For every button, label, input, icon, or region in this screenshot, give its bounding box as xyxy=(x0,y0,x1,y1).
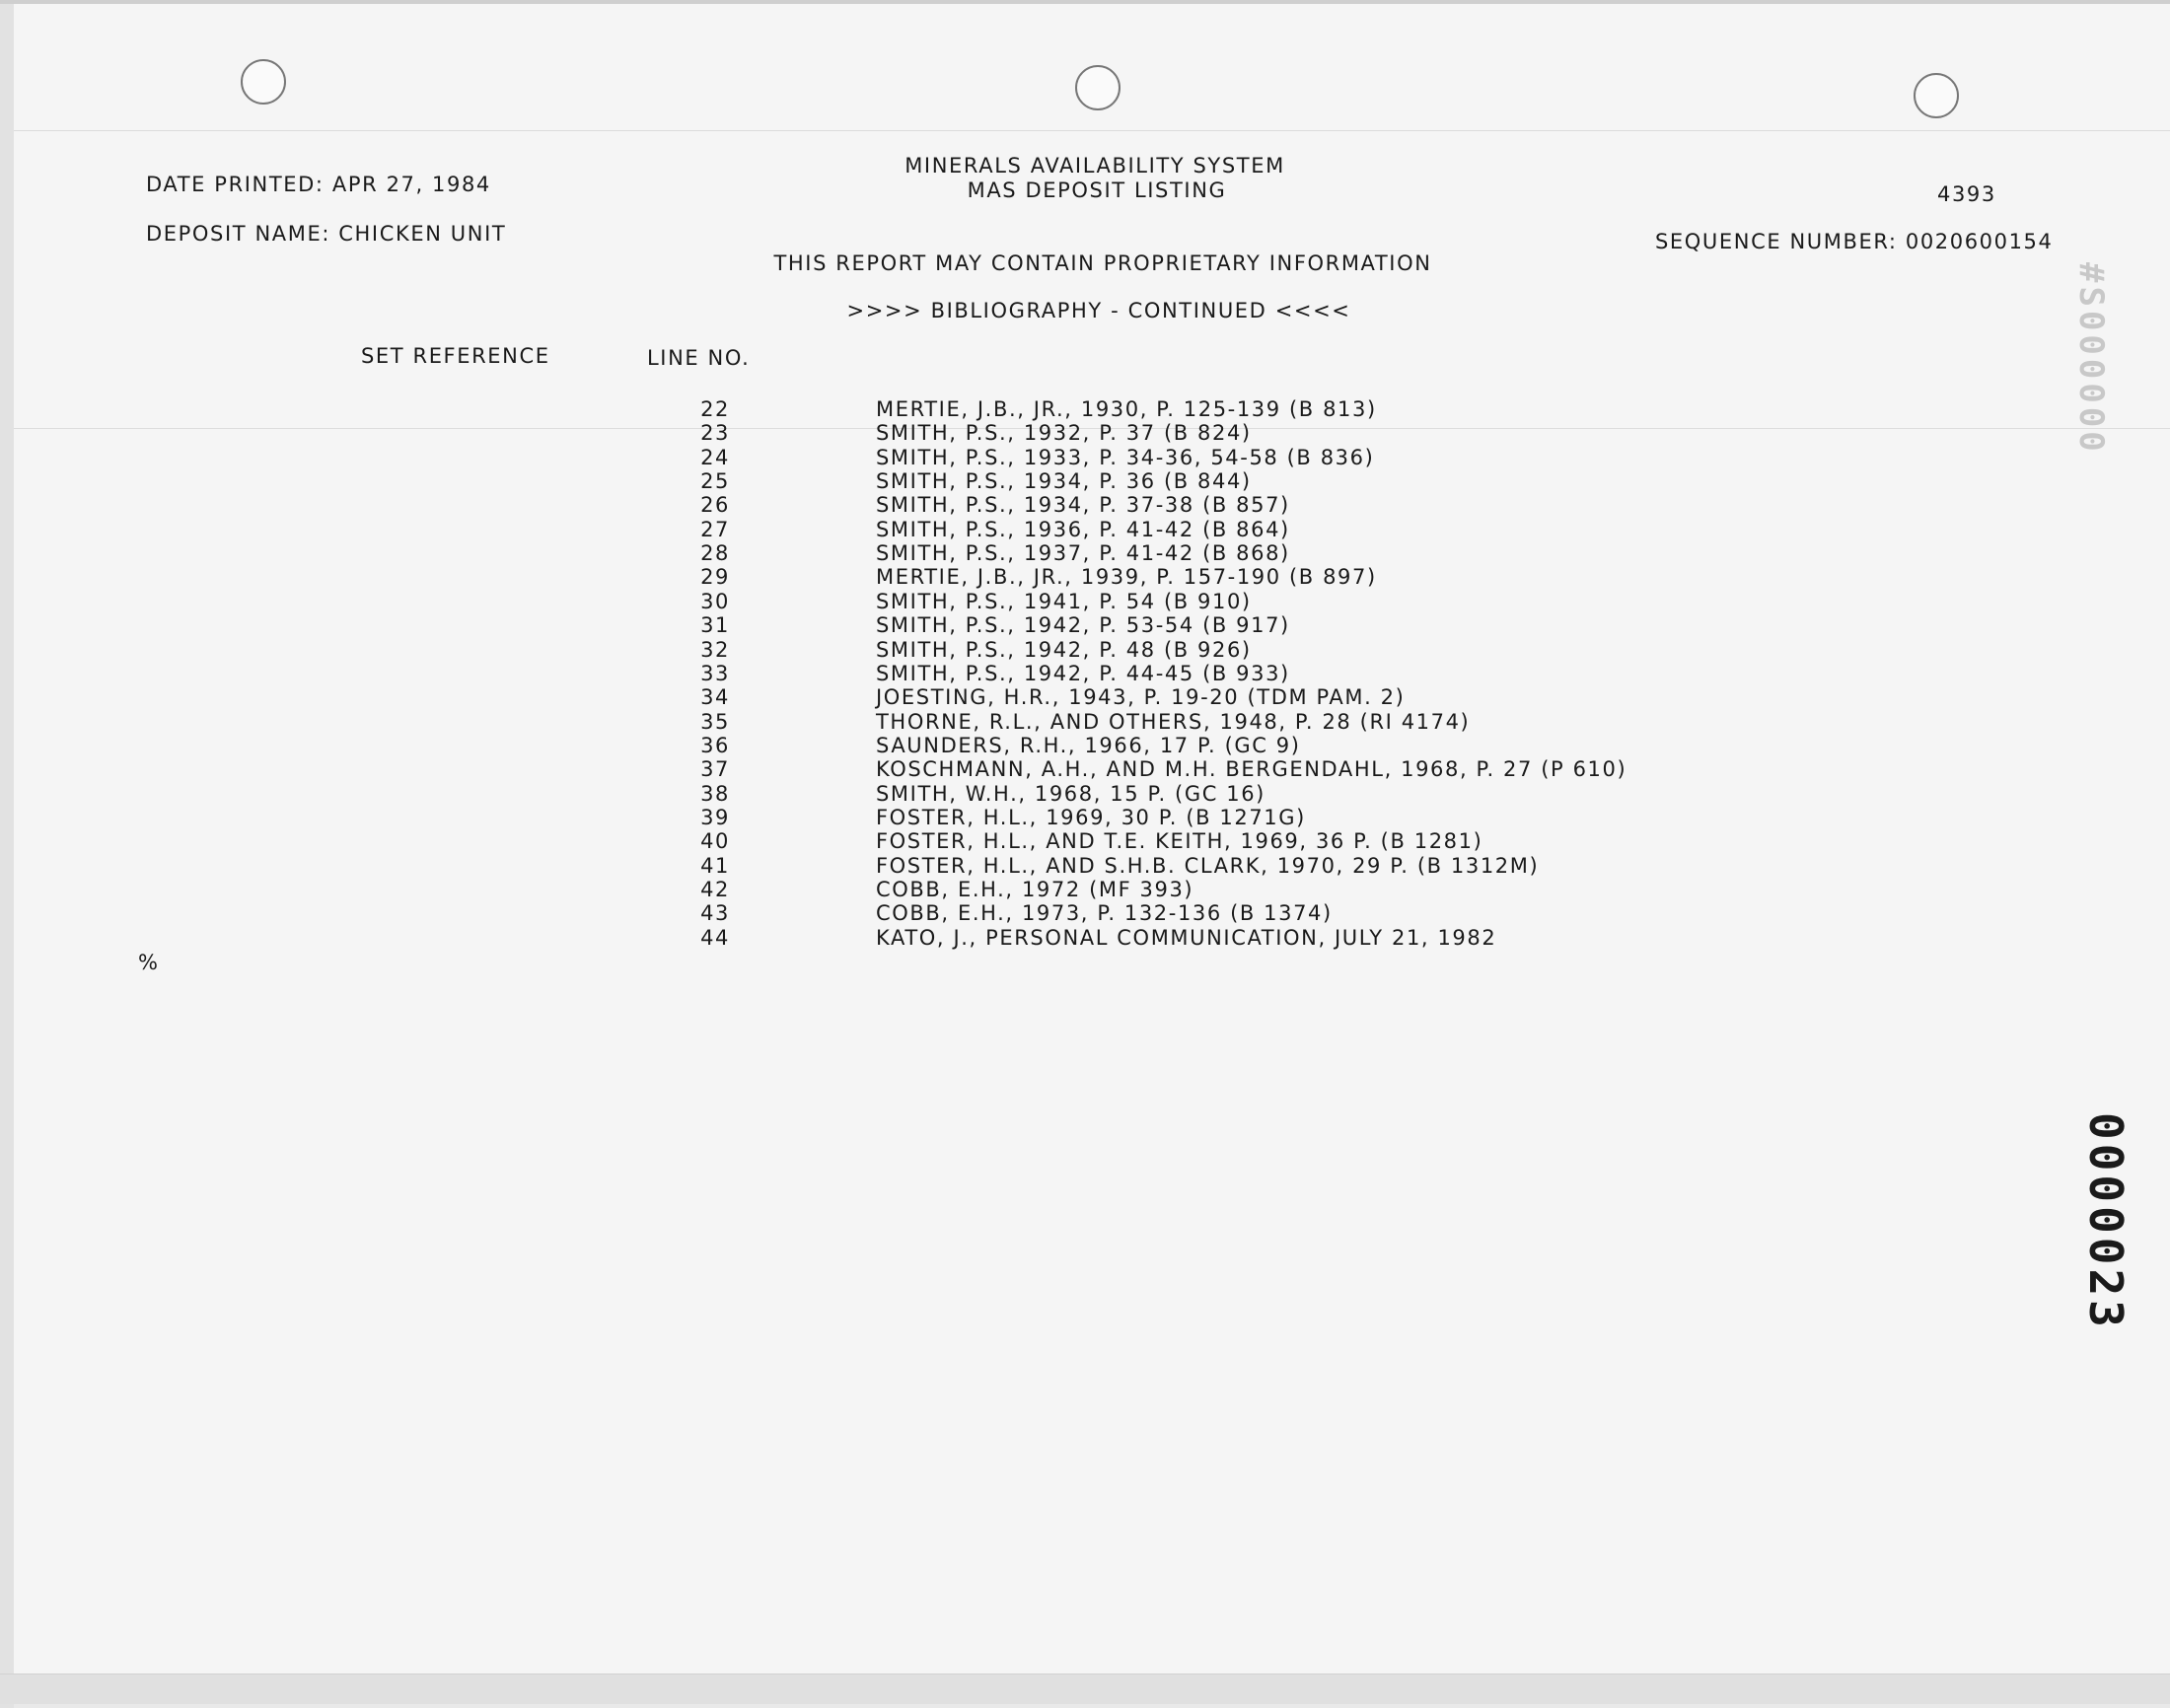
reference-line-number: 38 xyxy=(700,781,730,806)
reference-row xyxy=(0,565,2170,589)
reference-citation: SMITH, P.S., 1932, P. 37 (B 824) xyxy=(876,421,1252,446)
reference-citation: SMITH, P.S., 1936, P. 41-42 (B 864) xyxy=(876,517,1290,541)
reference-citation: SMITH, W.H., 1968, 15 P. (GC 16) xyxy=(876,781,1266,806)
reference-line-number: 22 xyxy=(700,397,730,421)
system-title: MINERALS AVAILABILITY SYSTEM xyxy=(904,154,1285,178)
reference-citation: SMITH, P.S., 1934, P. 36 (B 844) xyxy=(876,469,1252,494)
reference-row xyxy=(0,493,2170,517)
reference-row xyxy=(0,782,2170,806)
reference-row xyxy=(0,806,2170,829)
reference-citation: SMITH, P.S., 1942, P. 53-54 (B 917) xyxy=(876,613,1290,638)
reference-row xyxy=(0,662,2170,685)
section-title: >>>> BIBLIOGRAPHY - CONTINUED <<<< xyxy=(846,299,1351,322)
reference-row xyxy=(0,854,2170,878)
reference-row xyxy=(0,421,2170,445)
reference-citation: SAUNDERS, R.H., 1966, 17 P. (GC 9) xyxy=(876,733,1301,757)
reference-citation: MERTIE, J.B., JR., 1939, P. 157-190 (B 897) xyxy=(876,565,1377,590)
reference-line-number: 27 xyxy=(700,517,730,541)
reference-line-number: 28 xyxy=(700,541,730,566)
reference-line-number: 36 xyxy=(700,733,730,757)
date-printed: DATE PRINTED: APR 27, 1984 xyxy=(146,173,491,196)
deposit-name: DEPOSIT NAME: CHICKEN UNIT xyxy=(146,222,507,246)
reference-citation: SMITH, P.S., 1933, P. 34-36, 54-58 (B 836) xyxy=(876,445,1375,469)
reference-row xyxy=(0,757,2170,781)
listing-title: MAS DEPOSIT LISTING xyxy=(967,178,1227,202)
reference-line-number: 41 xyxy=(700,853,730,878)
reference-line-number: 33 xyxy=(700,661,730,685)
reference-line-number: 25 xyxy=(700,469,730,494)
reference-line-number: 34 xyxy=(700,685,730,710)
reference-line-number: 42 xyxy=(700,878,730,901)
reference-citation: COBB, E.H., 1972 (MF 393) xyxy=(876,878,1194,901)
reference-line-number: 35 xyxy=(700,709,730,734)
faint-stamp-top-right: #S000000 xyxy=(2071,262,2111,456)
reference-citation: FOSTER, H.L., AND S.H.B. CLARK, 1970, 29 P. (B 1312M) xyxy=(876,853,1540,878)
reference-citation: FOSTER, H.L., AND T.E. KEITH, 1969, 36 P. (B 1281) xyxy=(876,829,1483,854)
reference-line-number: 23 xyxy=(700,421,730,446)
reference-line-number: 43 xyxy=(700,901,730,926)
reference-line-number: 26 xyxy=(700,493,730,518)
column-header-line-no: LINE NO. xyxy=(647,346,751,370)
reference-row xyxy=(0,710,2170,734)
reference-row xyxy=(0,613,2170,637)
punch-hole-right xyxy=(1914,73,1959,118)
page-code: 4393 xyxy=(1937,182,1996,206)
reference-citation: KATO, J., PERSONAL COMMUNICATION, JULY 21, 1982 xyxy=(876,925,1497,950)
reference-row xyxy=(0,901,2170,925)
reference-citation: SMITH, P.S., 1941, P. 54 (B 910) xyxy=(876,589,1252,613)
reference-row xyxy=(0,469,2170,493)
reference-line-number: 37 xyxy=(700,757,730,782)
reference-citation: SMITH, P.S., 1937, P. 41-42 (B 868) xyxy=(876,541,1290,566)
punch-hole-center xyxy=(1075,65,1121,110)
proprietary-notice: THIS REPORT MAY CONTAIN PROPRIETARY INFORMATION xyxy=(773,251,1432,275)
reference-row xyxy=(0,446,2170,469)
reference-row xyxy=(0,638,2170,662)
reference-row xyxy=(0,878,2170,901)
reference-citation: THORNE, R.L., AND OTHERS, 1948, P. 28 (RI 4174) xyxy=(876,709,1471,734)
reference-line-number: 30 xyxy=(700,589,730,613)
page-bottom-edge xyxy=(0,1673,2170,1704)
reference-citation: FOSTER, H.L., 1969, 30 P. (B 1271G) xyxy=(876,805,1306,829)
column-header-set-reference: SET REFERENCE xyxy=(361,344,550,368)
reference-row xyxy=(0,590,2170,613)
reference-line-number: 39 xyxy=(700,805,730,829)
reference-line-number: 31 xyxy=(700,613,730,638)
reference-row xyxy=(0,397,2170,421)
scan-line xyxy=(14,130,2170,131)
reference-row xyxy=(0,926,2170,950)
reference-row xyxy=(0,518,2170,541)
reference-line-number: 40 xyxy=(700,829,730,854)
reference-line-number: 44 xyxy=(700,925,730,950)
reference-citation: COBB, E.H., 1973, P. 132-136 (B 1374) xyxy=(876,901,1333,926)
reference-row xyxy=(0,685,2170,709)
punch-hole-left xyxy=(241,59,286,105)
footer-mark: % xyxy=(138,951,160,974)
reference-row xyxy=(0,734,2170,757)
reference-citation: SMITH, P.S., 1934, P. 37-38 (B 857) xyxy=(876,493,1290,518)
reference-row xyxy=(0,541,2170,565)
reference-citation: MERTIE, J.B., JR., 1930, P. 125-139 (B 813) xyxy=(876,397,1377,421)
reference-citation: SMITH, P.S., 1942, P. 48 (B 926) xyxy=(876,637,1252,662)
reference-citation: KOSCHMANN, A.H., AND M.H. BERGENDAHL, 1968, P. 27 (P 610) xyxy=(876,757,1628,782)
sequence-number: SEQUENCE NUMBER: 0020600154 xyxy=(1655,230,2054,253)
reference-citation: JOESTING, H.R., 1943, P. 19-20 (TDM PAM. 2) xyxy=(876,685,1406,710)
reference-line-number: 24 xyxy=(700,445,730,469)
reference-line-number: 29 xyxy=(700,565,730,590)
reference-citation: SMITH, P.S., 1942, P. 44-45 (B 933) xyxy=(876,661,1290,685)
page-stamp-number: 0000023 xyxy=(2079,1112,2133,1331)
reference-row xyxy=(0,829,2170,853)
reference-line-number: 32 xyxy=(700,637,730,662)
